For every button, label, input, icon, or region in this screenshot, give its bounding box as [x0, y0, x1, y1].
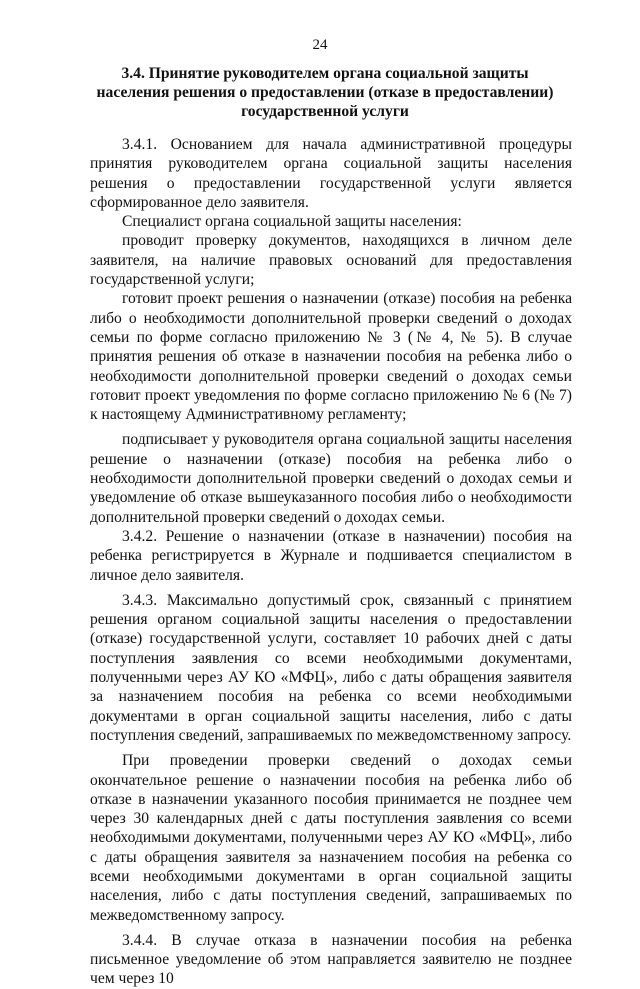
paragraph-checks-documents: проводит проверку документов, находящихся в личном деле заявителя, на наличие правовых оснований для предоставления государственной услуги; [90, 232, 572, 289]
paragraph-prepares-draft: готовит проект решения о назначении (отказе) пособия на ребенка либо о необходимости дополнительной проверки сведений о доходах семьи по форме согласно приложению № 3 (№ 4, № 5). В случае принятия решения об отказе в назначении пособия на ребенка либо о необходимости дополнительной проверки сведений о доходах семьи готовит проект уведомления по форме согласно приложению № 6 (№ 7) к настоящему Административному регламенту; [90, 290, 572, 424]
paragraph-income-check: При проведении проверки сведений о доходах семьи окончательное решение о назначении пособия на ребенка либо об отказе в назначении указанного пособия принимается не позднее чем через 30 календарных дней с даты поступления заявления со всеми необходимыми документами, полученными через АУ КО «МФЦ», либо с даты обращения заявителя за назначением пособия на ребенка со всеми необходимыми документами в орган социальной защиты населения, либо с даты поступления сведений, запрашиваемых по межведомственному запросу. [90, 752, 572, 924]
document-body [90, 129, 572, 989]
paragraph-3-4-1: 3.4.1. Основанием для начала административной процедуры принятия руководителем органа социальной защиты населения решения о предоставлении государственной услуги является сформированное дело заявителя. [90, 136, 572, 211]
paragraph-specialist-intro: Специалист органа социальной защиты населения: [122, 213, 462, 231]
page-number: 24 [312, 37, 328, 53]
section-heading: 3.4. Принятие руководителем органа социальной защиты населения решения о предоставлении (отказе в предоставлении) государственной услуги [96, 65, 554, 120]
paragraph-3-4-3: 3.4.3. Максимально допустимый срок, связанный с принятием решения органом социальной защиты населения о предоставлении (отказе) государственной услуги, составляет 10 рабочих дней с даты поступления заявления со всеми необходимыми документами, полученными через АУ КО «МФЦ», либо с даты обращения заявителя за назначением пособия на ребенка со всеми необходимыми документами в орган социальной защиты населения, либо с даты поступления сведений, запрашиваемых по межведомственному запросу. [90, 591, 572, 744]
paragraph-3-4-4: 3.4.4. В случае отказа в назначении пособия на ребенка письменное уведомление об этом направляется заявителю не позднее чем через 10 [90, 931, 572, 988]
paragraph-signs-decision: подписывает у руководителя органа социальной защиты населения решение о назначении (отказе) пособия на ребенка либо о необходимости дополнительной проверки сведений о доходах семьи и уведомление об отказе вышеуказанного пособия либо о необходимости дополнительной проверки сведений о доходах семьи. [90, 431, 572, 526]
paragraph-3-4-2: 3.4.2. Решение о назначении (отказе в назначении) пособия на ребенка регистрируется в Журнале и подшивается специалистом в личное дело заявителя. [90, 527, 572, 584]
